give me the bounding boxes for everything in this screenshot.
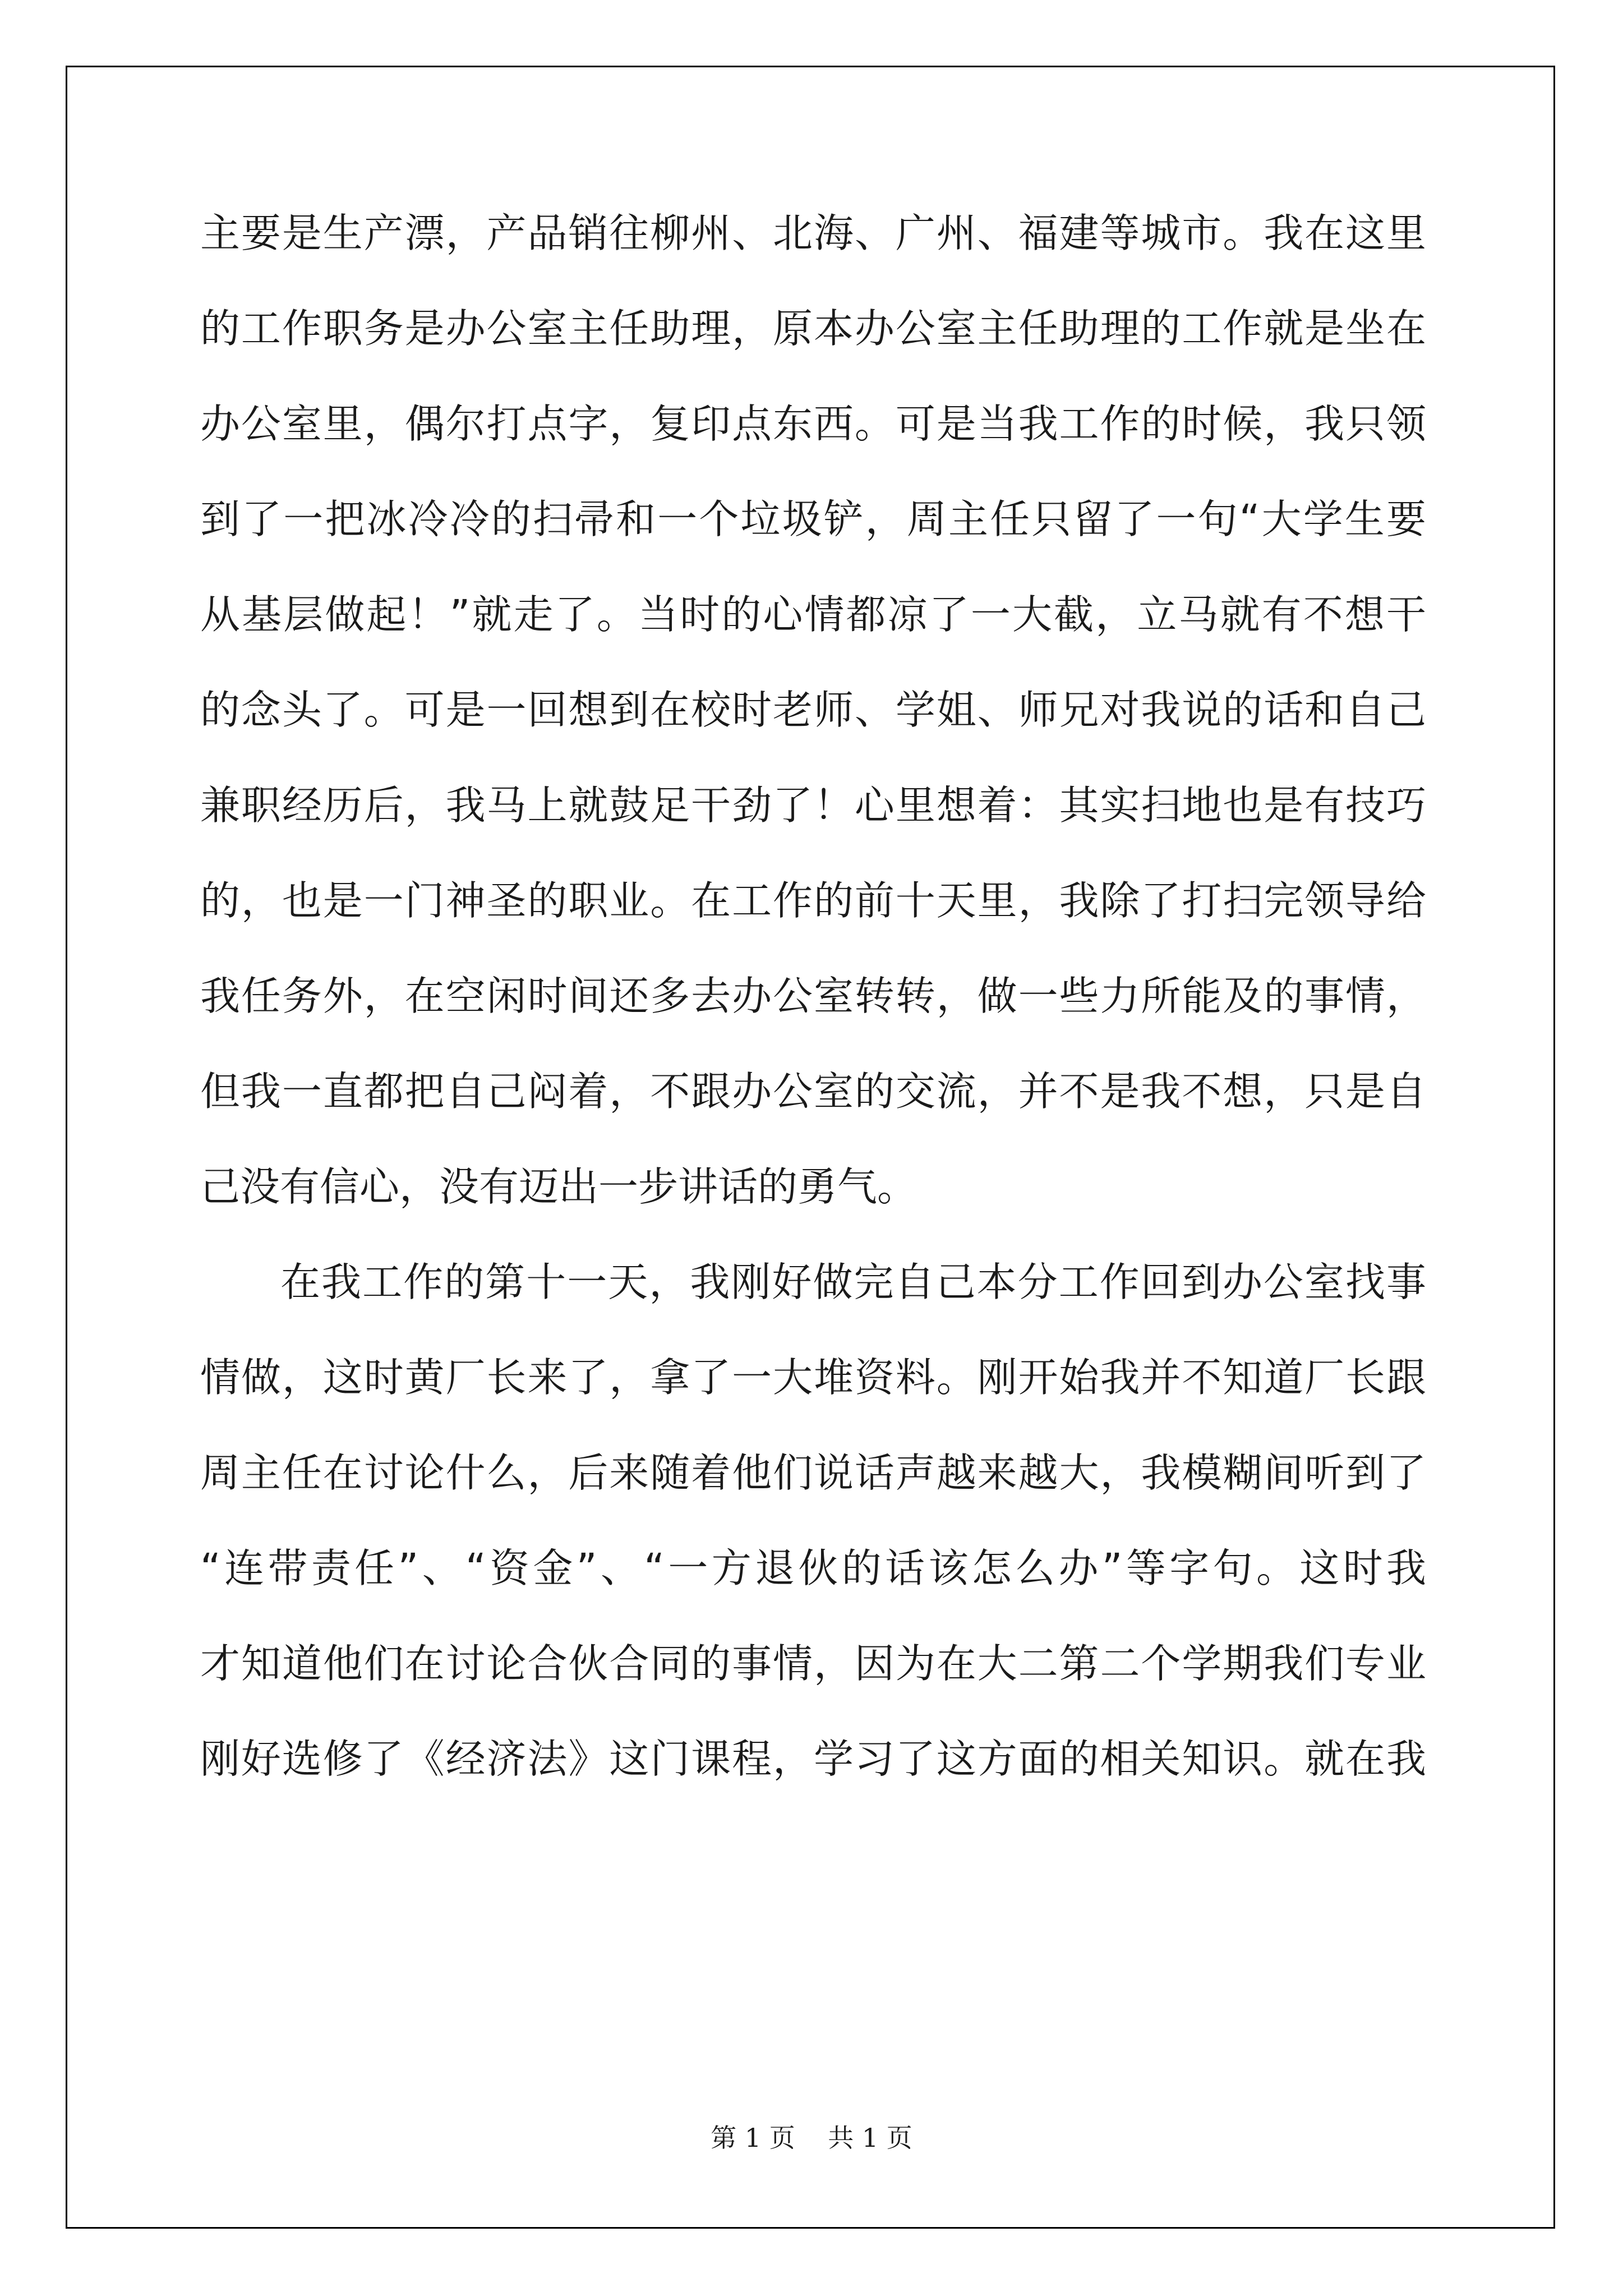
text-line: 但我一直都把自己闷着，不跟办公室的交流，并不是我不想，只是自 xyxy=(200,1068,1426,1115)
text-line: 刚好选修了《经济法》这门课程，学习了这方面的相关知识。就在我 xyxy=(200,1736,1426,1782)
text-line: 到了一把冰冷冷的扫帚和一个垃圾铲，周主任只留了一句“大学生要 xyxy=(200,496,1426,542)
text-line: “连带责任”、“资金”、“一方退伙的话该怎么办”等字句。这时我 xyxy=(200,1545,1426,1591)
text-line: 的工作职务是办公室主任助理，原本办公室主任助理的工作就是坐在 xyxy=(200,305,1426,352)
text-line: 兼职经历后，我马上就鼓足干劲了！心里想着：其实扫地也是有技巧 xyxy=(200,782,1426,829)
text-line: 我任务外，在空闲时间还多去办公室转转，做一些力所能及的事情， xyxy=(200,973,1426,1019)
text-line: 从基层做起！”就走了。当时的心情都凉了一大截，立马就有不想干 xyxy=(200,591,1426,638)
text-line: 的念头了。可是一回想到在校时老师、学姐、师兄对我说的话和自己 xyxy=(200,687,1426,733)
page-footer: 第 1 页 共 1 页 xyxy=(711,2123,912,2153)
text-line: 在我工作的第十一天，我刚好做完自己本分工作回到办公室找事 xyxy=(280,1259,1426,1305)
text-line: 办公室里，偶尔打点字，复印点东西。可是当我工作的时候，我只领 xyxy=(200,401,1426,447)
text-line: 己没有信心，没有迈出一步讲话的勇气。 xyxy=(200,1163,917,1210)
text-line: 才知道他们在讨论合伙合同的事情，因为在大二第二个学期我们专业 xyxy=(200,1640,1426,1687)
text-line: 的，也是一门神圣的职业。在工作的前十天里，我除了打扫完领导给 xyxy=(200,877,1426,924)
text-line: 情做，这时黄厂长来了，拿了一大堆资料。刚开始我并不知道厂长跟 xyxy=(200,1354,1426,1401)
text-line: 主要是生产漂，产品销往柳州、北海、广州、福建等城市。我在这里 xyxy=(200,210,1426,256)
text-line: 周主任在讨论什么，后来随着他们说话声越来越大，我模糊间听到了 xyxy=(200,1450,1426,1496)
document-body xyxy=(200,210,1426,1834)
